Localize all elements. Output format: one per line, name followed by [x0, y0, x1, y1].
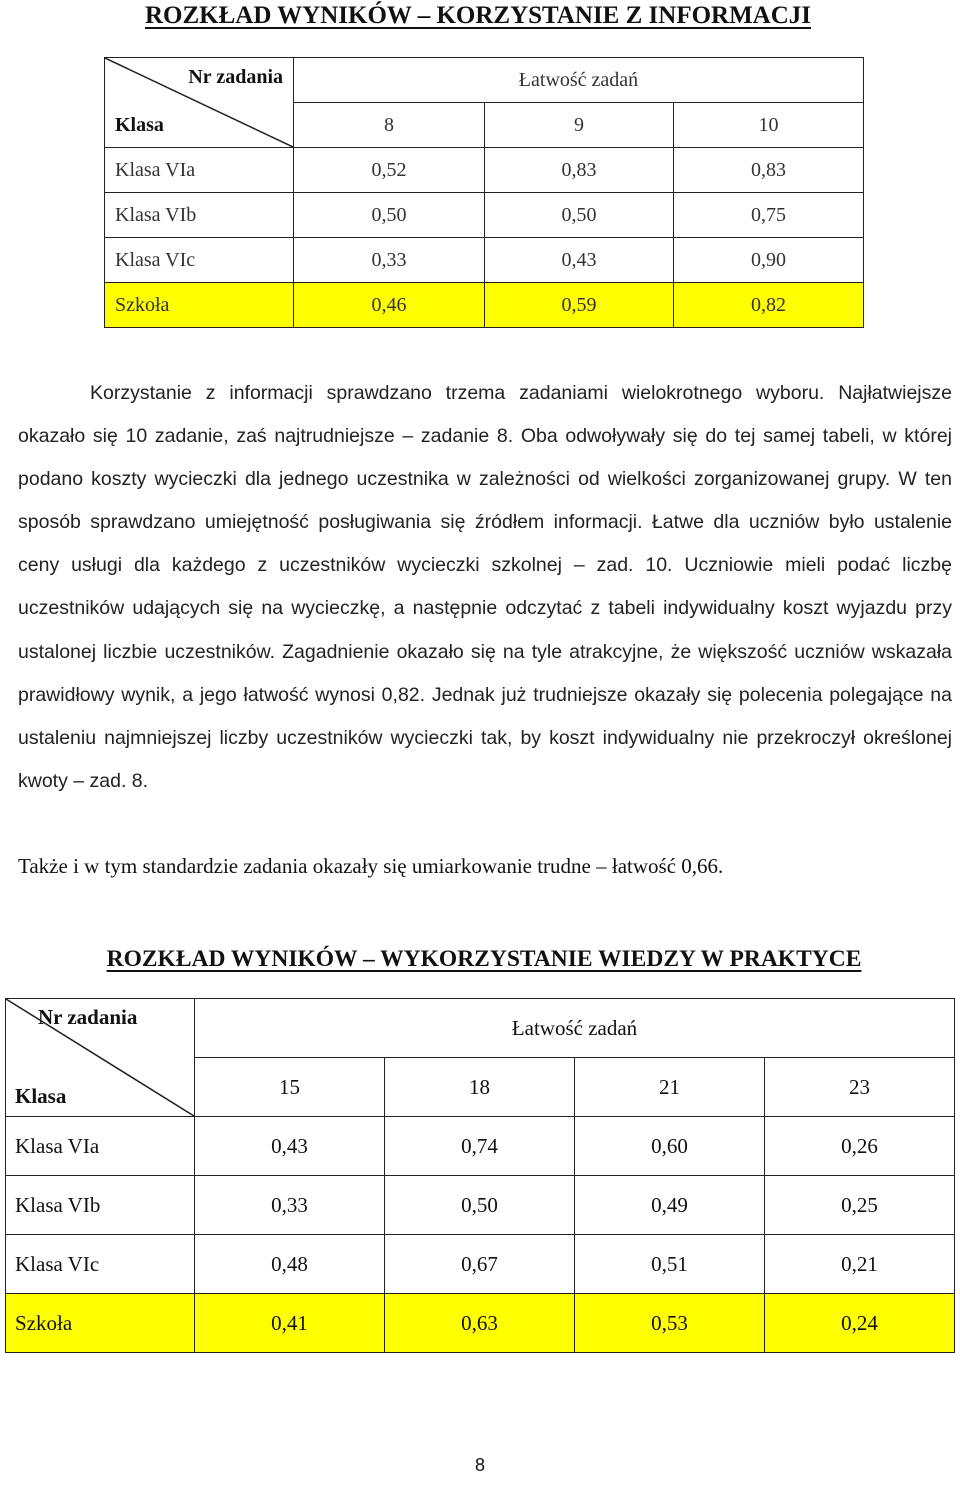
row-label: Klasa VIc [105, 238, 294, 283]
table-row-school [105, 283, 864, 328]
difficulty-header: Łatwość zadań [195, 999, 955, 1058]
value-cell: 0,53 [575, 1294, 765, 1353]
results-table-information [104, 57, 864, 328]
table-row-school [6, 1294, 955, 1353]
row-label: Szkoła [6, 1294, 195, 1353]
table-corner-cell [105, 58, 294, 148]
value-cell: 0,83 [674, 148, 864, 193]
task-number: 23 [765, 1058, 955, 1117]
value-cell: 0,46 [294, 283, 485, 328]
table-row [105, 238, 864, 283]
value-cell: 0,90 [674, 238, 864, 283]
value-cell: 0,51 [575, 1235, 765, 1294]
value-cell: 0,21 [765, 1235, 955, 1294]
value-cell: 0,24 [765, 1294, 955, 1353]
summary-paragraph: Także i w tym standardzie zadania okazały się umiarkowanie trudne – łatwość 0,66. [18, 854, 724, 878]
value-cell: 0,50 [485, 193, 674, 238]
section1-title: ROZKŁAD WYNIKÓW – KORZYSTANIE Z INFORMACJI [144, 2, 812, 29]
table-corner-cell [6, 999, 195, 1117]
row-label: Klasa VIb [6, 1176, 195, 1235]
value-cell: 0,25 [765, 1176, 955, 1235]
task-number-label: Nr zadania [38, 1005, 138, 1029]
row-label: Klasa VIc [6, 1235, 195, 1294]
task-number: 9 [485, 103, 674, 148]
row-label: Klasa VIa [105, 148, 294, 193]
value-cell: 0,48 [195, 1235, 385, 1294]
table-row [6, 1117, 955, 1176]
task-number-label: Nr zadania [188, 66, 283, 88]
value-cell: 0,26 [765, 1117, 955, 1176]
section2-title: ROZKŁAD WYNIKÓW – WYKORZYSTANIE WIEDZY W PRAKTYCE [106, 946, 862, 972]
value-cell: 0,41 [195, 1294, 385, 1353]
table-row [6, 1176, 955, 1235]
task-number: 15 [195, 1058, 385, 1117]
value-cell: 0,63 [385, 1294, 575, 1353]
value-cell: 0,50 [294, 193, 485, 238]
table-row [105, 148, 864, 193]
difficulty-header: Łatwość zadań [294, 58, 864, 103]
value-cell: 0,43 [195, 1117, 385, 1176]
task-number: 18 [385, 1058, 575, 1117]
task-number: 8 [294, 103, 485, 148]
value-cell: 0,67 [385, 1235, 575, 1294]
page-number: 8 [474, 1455, 485, 1475]
value-cell: 0,75 [674, 193, 864, 238]
value-cell: 0,33 [195, 1176, 385, 1235]
row-label: Szkoła [105, 283, 294, 328]
value-cell: 0,59 [485, 283, 674, 328]
row-label: Klasa VIb [105, 193, 294, 238]
value-cell: 0,49 [575, 1176, 765, 1235]
value-cell: 0,74 [385, 1117, 575, 1176]
results-table-practical [5, 998, 955, 1353]
value-cell: 0,50 [385, 1176, 575, 1235]
class-label: Klasa [115, 114, 164, 136]
table-row [105, 193, 864, 238]
analysis-paragraph: Korzystanie z informacji sprawdzano trzema zadaniami wielokrotnego wyboru. Najłatwiejsze okazało się 10 zadanie, zaś najtrudniejsze – zadanie 8. Oba odwoływały się do tej samej tabeli, w której podano koszty wycieczki dla jednego uczestnika w zależności od wielkości zorganizowanej grupy. W ten sposób sprawdzano umiejętność posługiwania się źródłem informacji. Łatwe dla uczniów było ustalenie ceny usługi dla każdego z uczestników wycieczki szkolnej – zad. 10. Uczniowie mieli podać liczbę uczestników udających się na wycieczkę, a następnie odczytać z tabeli indywidualny koszt wyjazdu przy ustalonej liczbie uczestników. Zagadnienie okazało się na tyle atrakcyjne, że większość uczniów wskazała prawidłowy wynik, a jego łatwość wynosi 0,82. Jednak już trudniejsze okazały się polecenia polegające na ustaleniu najmniejszej liczby uczestników wycieczki tak, by koszt indywidualny nie przekroczył określonej kwoty – zad. 8. [18, 382, 952, 792]
task-number: 10 [674, 103, 864, 148]
value-cell: 0,43 [485, 238, 674, 283]
value-cell: 0,83 [485, 148, 674, 193]
value-cell: 0,82 [674, 283, 864, 328]
value-cell: 0,52 [294, 148, 485, 193]
row-label: Klasa VIa [6, 1117, 195, 1176]
table-row [6, 1235, 955, 1294]
task-number: 21 [575, 1058, 765, 1117]
class-label: Klasa [15, 1084, 67, 1108]
value-cell: 0,60 [575, 1117, 765, 1176]
value-cell: 0,33 [294, 238, 485, 283]
